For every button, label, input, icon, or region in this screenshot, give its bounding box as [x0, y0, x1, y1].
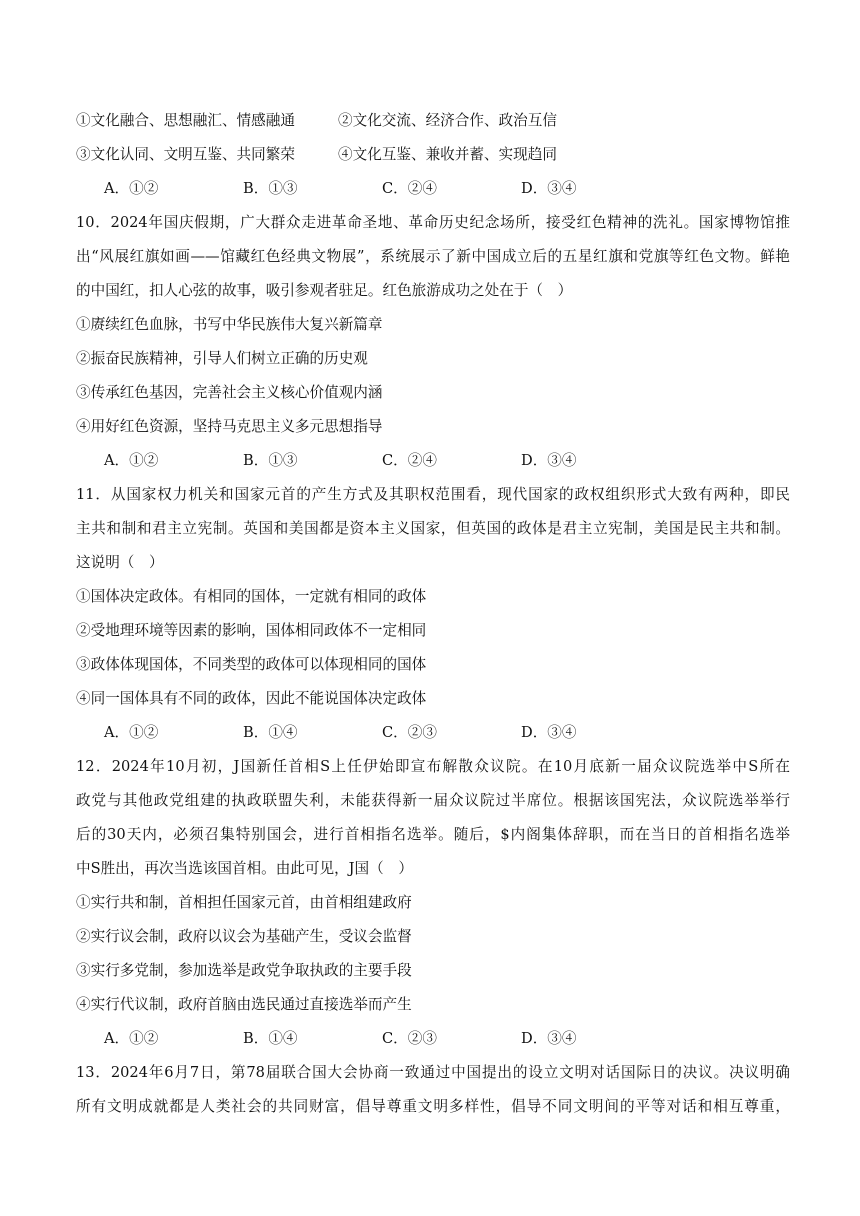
- q10-item-1: ①赓续红色血脉，书写中华民族伟大复兴新篇章: [76, 316, 383, 333]
- q12-item-1: ①实行共和制，首相担任国家元首，由首相组建政府: [76, 894, 412, 911]
- q12-options: [104, 1028, 790, 1050]
- q11-option-b[interactable]: B．①④: [243, 724, 298, 741]
- q11-item-4: ④同一国体具有不同的政体，因此不能说国体决定政体: [76, 690, 427, 707]
- q10-option-d[interactable]: D．③④: [521, 452, 577, 469]
- q9-options: [104, 178, 790, 200]
- q9-item-1: ①文化融合、思想融汇、情感融通: [76, 112, 295, 129]
- q10-stem-line-1: 10．2024年国庆假期，广大群众走进革命圣地、革命历史纪念场所，接受红色精神的洗礼。国家博物馆推: [76, 214, 790, 231]
- q12-item-3: ③实行多党制，参加选举是政党争取执政的主要手段: [76, 962, 412, 979]
- q11-stem-line-2: 主共和制和君主立宪制。英国和美国都是资本主义国家，但英国的政体是君主立宪制，美国是民主共和制。: [76, 520, 790, 537]
- q12-option-a[interactable]: A．①②: [104, 1030, 159, 1047]
- q10-option-a[interactable]: A．①②: [104, 452, 159, 469]
- q11-stem-line-1: 11．从国家权力机关和国家元首的产生方式及其职权范围看，现代国家的政权组织形式大致有两种，即民: [76, 486, 790, 503]
- q10-option-b[interactable]: B．①③: [243, 452, 298, 469]
- q10-options: [104, 450, 790, 472]
- q12-stem-line-4: 中S胜出，再次当选该国首相。由此可见，J国（ ）: [76, 860, 413, 877]
- q12-stem-line-2: 政党与其他政党组建的执政联盟失利，未能获得新一届众议院过半席位。根据该国宪法，众议院选举举行: [76, 792, 790, 809]
- q10-item-3: ③传承红色基因，完善社会主义核心价值观内涵: [76, 384, 383, 401]
- q12-option-c[interactable]: C．②③: [382, 1030, 437, 1047]
- q10-item-4: ④用好红色资源，坚持马克思主义多元思想指导: [76, 418, 383, 435]
- q12-option-d[interactable]: D．③④: [521, 1030, 577, 1047]
- q11-option-a[interactable]: A．①②: [104, 724, 159, 741]
- q9-item-3: ③文化认同、文明互鉴、共同繁荣: [76, 146, 295, 163]
- q11-option-d[interactable]: D．③④: [521, 724, 577, 741]
- q10-stem-line-2: 出“风展红旗如画——馆藏红色经典文物展”，系统展示了新中国成立后的五星红旗和党旗等红色文物。鲜艳: [76, 248, 790, 265]
- q11-option-c[interactable]: C．②③: [382, 724, 437, 741]
- q10-option-c[interactable]: C．②④: [382, 452, 437, 469]
- q11-item-3: ③政体体现国体，不同类型的政体可以体现相同的国体: [76, 656, 427, 673]
- q9-item-2: ②文化交流、经济合作、政治互信: [338, 112, 557, 129]
- q11-options: [104, 722, 790, 744]
- q10-item-2: ②振奋民族精神，引导人们树立正确的历史观: [76, 350, 368, 367]
- q9-option-d[interactable]: D．③④: [521, 180, 577, 197]
- q13-stem-line-2: 所有文明成就都是人类社会的共同财富，倡导尊重文明多样性，倡导不同文明间的平等对话和相互尊重，: [76, 1098, 790, 1115]
- q11-item-2: ②受地理环境等因素的影响，国体相同政体不一定相同: [76, 622, 427, 639]
- q9-items-row-1: [76, 110, 790, 132]
- q9-option-a[interactable]: A．①②: [104, 180, 159, 197]
- q9-option-c[interactable]: C．②④: [382, 180, 437, 197]
- q12-option-b[interactable]: B．①④: [243, 1030, 298, 1047]
- q9-item-4: ④文化互鉴、兼收并蓄、实现趋同: [338, 146, 557, 163]
- q11-stem-line-3: 这说明（ ）: [76, 554, 164, 571]
- q11-item-1: ①国体决定政体。有相同的国体，一定就有相同的政体: [76, 588, 427, 605]
- q10-stem-line-3: 的中国红，扣人心弦的故事，吸引参观者驻足。红色旅游成功之处在于（ ）: [76, 282, 573, 299]
- q9-option-b[interactable]: B．①③: [243, 180, 298, 197]
- q12-item-2: ②实行议会制，政府以议会为基础产生，受议会监督: [76, 928, 412, 945]
- q12-stem-line-3: 后的30天内，必须召集特别国会，进行首相指名选举。随后，$内阁集体辞职，而在当日的首相指名选举: [76, 826, 790, 843]
- q13-stem-line-1: 13．2024年6月7日，第78届联合国大会协商一致通过中国提出的设立文明对话国际日的决议。决议明确: [76, 1064, 790, 1081]
- q12-stem-line-1: 12．2024年10月初，J国新任首相S上任伊始即宣布解散众议院。在10月底新一届众议院选举中S所在: [76, 758, 790, 775]
- q9-items-row-2: [76, 144, 790, 166]
- q12-item-4: ④实行代议制，政府首脑由选民通过直接选举而产生: [76, 996, 412, 1013]
